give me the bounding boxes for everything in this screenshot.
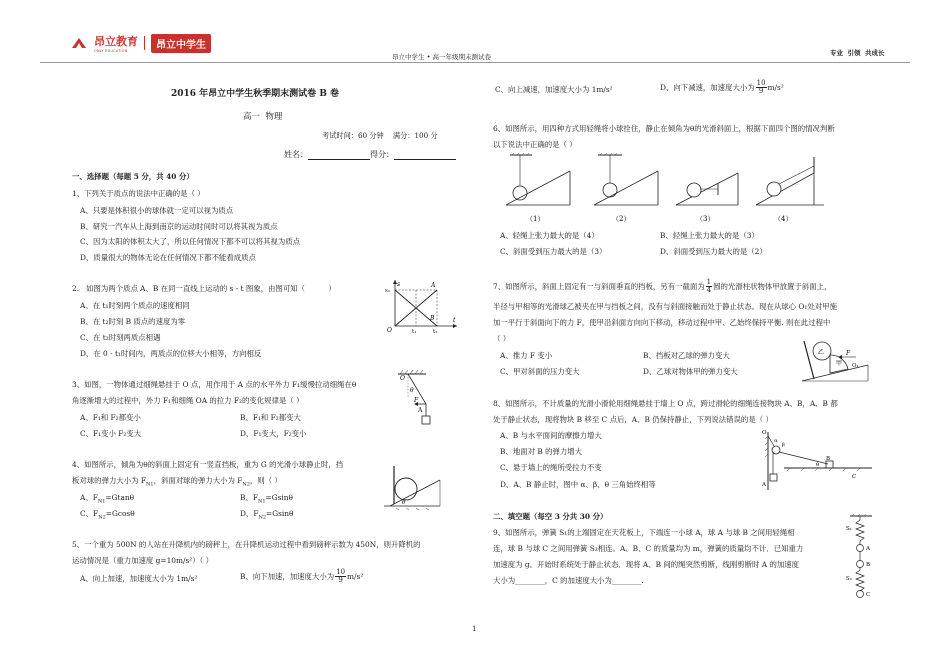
q3-option-c[interactable]: C、F₁变小 F₂变大 xyxy=(80,429,142,438)
exam-info: 考试时间：60 分钟 满分：100 分 xyxy=(322,131,438,140)
q5-option-d[interactable] xyxy=(660,80,784,95)
brand-sub: ONLY EDUCATION xyxy=(94,49,128,53)
q8-stem-line2: 处于静止状态，现将物块 B 移至 C 点后，A、B 仍保持静止，下列说法错误的是（ ） xyxy=(493,415,773,424)
q7-stem-line2: 半径与甲相等的光滑球乙被夹在甲与挡板之间，没有与斜面接触而处于静止状态。现在从球心 O₁处对甲施 xyxy=(493,302,837,311)
q7-option-a[interactable]: A、推力 F 变小 xyxy=(500,351,553,360)
q4-option-d[interactable] xyxy=(240,509,293,522)
q6-figure-1 xyxy=(506,153,570,223)
section1-heading: 一、选择题（每题 5 分，共 40 分） xyxy=(72,172,194,181)
q5-d-text: D、向下减速，加速度大小为 xyxy=(660,82,755,92)
name-label: 姓名： xyxy=(284,150,308,159)
q9-line1: 9、如图所示，弹簧 S₁的上端固定在天花板上，下端连一小球 A，球 A 与球 B 之间用轻绳相 xyxy=(493,528,795,537)
q5-d-num: 10 xyxy=(756,79,766,87)
q4-stem2-a: 板对球的弹力大小为 F xyxy=(72,476,146,485)
q2-fig-label-s: s xyxy=(397,281,401,288)
q6-figure-2 xyxy=(594,153,658,223)
q6-caption-4: （4） xyxy=(774,215,793,223)
q9-fig-label-b: B xyxy=(866,562,871,568)
q2-option-b[interactable]: B、在 t₂时刻 B 质点的速度为零 xyxy=(80,317,186,326)
q2-fig-label-b: B xyxy=(430,315,435,322)
q4-d-sub: N2 xyxy=(258,514,267,521)
score-field[interactable] xyxy=(394,151,456,160)
q3-stem-line1: 3、如图，一物体通过细绳悬挂于 O 点，用作用于 A 点的水平外力 F₁缓慢拉动细绳在θ xyxy=(72,380,357,389)
q4-b-1: B、F xyxy=(240,493,258,502)
q1-option-d[interactable]: D、质量很大的物体无论在任何情况下都不能看成质点 xyxy=(80,253,256,262)
q7-stem-line1 xyxy=(493,279,831,294)
q5-option-b[interactable] xyxy=(240,569,363,584)
q5-b-den: 9 xyxy=(338,576,343,584)
q4-option-a[interactable] xyxy=(80,493,134,506)
q2-fig-label-o: O xyxy=(387,327,392,334)
q8-fig-label-b: B xyxy=(826,456,831,462)
q4-option-b[interactable] xyxy=(240,493,293,506)
q7-fig-label-yi: 乙 xyxy=(818,349,825,356)
q3-fig-label-o: O xyxy=(400,375,405,382)
q6-caption-3: （3） xyxy=(696,215,715,223)
q4-a-sub: N1 xyxy=(97,498,106,505)
q9-fig-label-a: A xyxy=(866,546,870,552)
q9-fig-label-s1: S₁ xyxy=(846,526,852,532)
q6-option-d[interactable]: D、斜面受到压力最大的是（2） xyxy=(660,247,767,256)
q9-fig-label-c: C xyxy=(866,592,871,598)
q4-stem2-b: ，斜面对球的弹力大小为 F xyxy=(153,476,243,485)
q4-d-1: D、F xyxy=(240,509,259,518)
q3-hanging-figure xyxy=(396,368,441,428)
q4-d-2: =Gsinθ xyxy=(266,509,294,518)
q6-figure-3 xyxy=(676,173,738,223)
q9-line3: 加速度为 g。开始时系统处于静止状态．现将 A、B 间的绳突然剪断，线刚剪断时 A 的加速度 xyxy=(493,560,800,569)
q6-caption-2: （2） xyxy=(612,215,631,223)
q8-option-b[interactable]: B、地面对 B 的弹力增大 xyxy=(500,447,583,456)
q8-pulley-figure xyxy=(760,430,885,492)
q4-b-2: =Gsinθ xyxy=(265,493,293,502)
q4-c-sub: N2 xyxy=(98,514,106,521)
q2-st-graph xyxy=(385,278,460,334)
q7-stem-line3: 加一平行于斜面向下的力 F，使甲沿斜面方向向下移动，移动过程中甲、乙始终保持平衡. 则在此过程中 xyxy=(493,318,831,327)
brand-mark-icon xyxy=(70,36,88,50)
q9-fig-label-s2: S₂ xyxy=(846,576,852,582)
q7-fig-label-jia: 甲 xyxy=(836,360,843,367)
q7-option-d[interactable]: D、乙球对物体甲的弹力变大 xyxy=(643,367,738,376)
q7-fig-label-o1: O₁ xyxy=(852,363,859,369)
q5-stem-line1: 5、一个重为 500N 的人站在升降机内的磅秤上，在升降机运动过程中看到磅秤示数为 450N，则升降机的 xyxy=(72,540,421,549)
q4-fig-label-theta: θ xyxy=(402,500,406,506)
page-number: 1 xyxy=(472,624,477,633)
q5-b-fraction xyxy=(335,569,346,584)
brand-logo xyxy=(70,33,211,53)
q2-fig-label-t2: t₂ xyxy=(433,329,438,335)
q2-fig-label-t: t xyxy=(453,317,456,324)
q1-option-a[interactable]: A、只要是体积很小的球体就一定可以视为质点 xyxy=(80,206,234,215)
q4-b-sub: N1 xyxy=(257,498,266,505)
q2-option-c[interactable]: C、在 t₂时刻两质点相遇 xyxy=(80,333,161,342)
q8-option-c[interactable]: C、悬于墙上的绳所受拉力不变 xyxy=(500,463,602,472)
header-slogan: 专业 引领 共成长 xyxy=(830,49,885,57)
q2-fig-label-a: A xyxy=(431,282,436,289)
q2-option-d[interactable]: D、在 0 - t₁时间内，两质点的位移大小相等，方向相反 xyxy=(80,349,262,358)
q2-option-a[interactable]: A、在 t₁时刻两个质点的速度相同 xyxy=(80,301,190,310)
q8-option-d[interactable]: D、A、B 静止时，图中 α、β、θ 三角始终相等 xyxy=(500,480,656,489)
q3-fig-label-a: A xyxy=(418,407,423,414)
q5-b-text: B、向下加速，加速度大小为 xyxy=(240,571,335,581)
q4-stem-line2 xyxy=(72,476,282,489)
q4-stem2-sub2: N2 xyxy=(242,481,250,488)
q6-option-a[interactable]: A、轻绳上张力最大的是（4） xyxy=(500,231,599,240)
q6-option-b[interactable]: B、轻绳上张力最大的是（3） xyxy=(660,231,759,240)
q8-fig-label-a: A xyxy=(762,482,766,488)
q8-fig-label-alpha: α xyxy=(774,438,778,444)
q7-frac-num: 1 xyxy=(706,278,712,286)
q9-line2: 连，球 B 与球 C 之间用弹簧 S₂相连。A、B、C 的质量均为 m，弹簧的质量均不计．已知重力 xyxy=(493,544,804,553)
q4-c-2: =Gcosθ xyxy=(105,509,135,518)
q7-frac-den: 4 xyxy=(706,286,712,294)
header-center-title: 昂立中学生 • 高一年级期末测试卷 xyxy=(392,53,491,61)
q9-spring-figure xyxy=(838,514,878,602)
q4-a-1: A、F xyxy=(80,493,98,502)
q4-a-2: =Gtanθ xyxy=(105,493,135,502)
q3-option-d[interactable]: D、F₁变大，F₂变小 xyxy=(240,429,307,438)
q1-stem: 1、下列关于质点的说法中正确的是（ ） xyxy=(72,189,205,198)
q4-option-c[interactable] xyxy=(80,509,135,522)
q7-fig-label-f: F xyxy=(846,350,851,357)
q8-fig-label-c: C xyxy=(852,474,857,480)
q7-option-c[interactable]: C、甲对斜面的压力变大 xyxy=(500,367,580,376)
q8-fig-label-theta: θ xyxy=(816,462,820,468)
paper-subject: 高一 物理 xyxy=(243,112,283,122)
q6-caption-1: （1） xyxy=(526,215,545,223)
q7-stem-line4: （ ） xyxy=(493,334,511,343)
brand-badge: 昂立中学生 xyxy=(151,34,211,53)
q2-stem: 2. 如图为两个质点 A、B 在同一直线上运动的 s - t 图象，由图可知（ ） xyxy=(72,284,336,293)
section2-heading: 二、填空题（每空 3 分共 30 分） xyxy=(493,512,608,521)
q3-fig-label-theta: θ xyxy=(410,387,414,394)
q5-d-fraction xyxy=(756,80,767,95)
q2-fig-label-t1: t₁ xyxy=(412,329,417,335)
q5-stem-line2: 运动情况是（重力加速度 g=10m/s²）（ ） xyxy=(72,556,214,565)
q7-option-b[interactable]: B、挡板对乙球的弹力变大 xyxy=(643,351,730,360)
q3-option-a[interactable]: A、F₁和 F₂都变小 xyxy=(80,413,141,422)
q6-option-c[interactable]: C、斜面受到压力最大的是（3） xyxy=(500,247,607,256)
q5-option-c[interactable]: C、向上减速，加速度大小为 1m/s² xyxy=(495,85,613,94)
name-score-line xyxy=(284,149,456,160)
q8-fig-label-o: O xyxy=(762,430,767,436)
q5-d-unit: m/s² xyxy=(767,82,784,92)
q5-d-den: 9 xyxy=(758,87,764,95)
q6-stem-line2: 以下说法中正确的是（ ） xyxy=(493,140,577,149)
header-divider xyxy=(40,62,910,63)
name-field[interactable] xyxy=(308,151,370,160)
q3-fig-label-f: F xyxy=(414,397,419,404)
q4-stem2-sub1: N1 xyxy=(146,481,154,488)
brand-name: 昂立教育 xyxy=(94,35,138,48)
q7-stem1-a: 7、如图所示，斜面上固定有一与斜面垂直的挡板，另有一截面为 xyxy=(493,281,705,291)
q1-option-b[interactable]: B、研究一汽车从上海到南京的运动时间时可以将其视为质点 xyxy=(80,222,278,231)
q4-stem2-c: ，则（ ） xyxy=(249,476,282,485)
q7-stem1-b: 圆的光滑柱状物体甲放置于斜面上， xyxy=(713,281,832,291)
q3-stem-line2: 角逐渐增大的过程中，外力 F₁和细绳 OA 的拉力 F₂的变化规律是（ ） xyxy=(72,396,304,405)
q9-line4: 大小为________，C 的加速度大小为________. xyxy=(493,576,644,585)
q8-fig-label-beta: β xyxy=(782,442,785,448)
q6-figure-4 xyxy=(756,157,824,223)
q8-stem-line1: 8、如图所示，不计质量的光滑小滑轮用细绳悬挂于墙上 O 点，跨过滑轮的细绳连接物块 A、B，A、B 都 xyxy=(493,399,838,408)
q6-stem-line1: 6、如图所示，用四种方式用轻绳将小球拴住，静止在倾角为θ的光滑斜面上，根据下面四个图的情况判断 xyxy=(493,124,835,133)
q3-option-b[interactable]: B、F₁和 F₂都变大 xyxy=(240,413,301,422)
q7-fraction xyxy=(706,279,712,294)
q5-option-a[interactable]: A、向上加速，加速度大小为 1m/s² xyxy=(80,574,198,583)
score-label: 得分： xyxy=(370,150,394,159)
q4-c-1: C、F xyxy=(80,509,99,518)
q1-option-c[interactable]: C、因为太阳的体积太大了，所以任何情况下都不可以将其视为质点 xyxy=(80,237,300,246)
q7-figure xyxy=(800,335,870,385)
q6-four-figures xyxy=(498,153,828,227)
q4-stem-line1: 4、如图所示，倾角为θ的斜面上固定有一竖直挡板，重为 G 的光滑小球静止时，挡 xyxy=(72,460,344,469)
q8-option-a[interactable]: A、B 与水平面间的摩擦力增大 xyxy=(500,431,602,440)
q4-incline-figure xyxy=(382,462,442,510)
q5-b-num: 10 xyxy=(336,568,346,576)
q2-fig-label-s1: s₁ xyxy=(385,288,391,294)
q5-b-unit: m/s² xyxy=(347,571,364,581)
paper-title: 2016 年昂立中学生秋季期末测试卷 B 卷 xyxy=(171,89,340,99)
